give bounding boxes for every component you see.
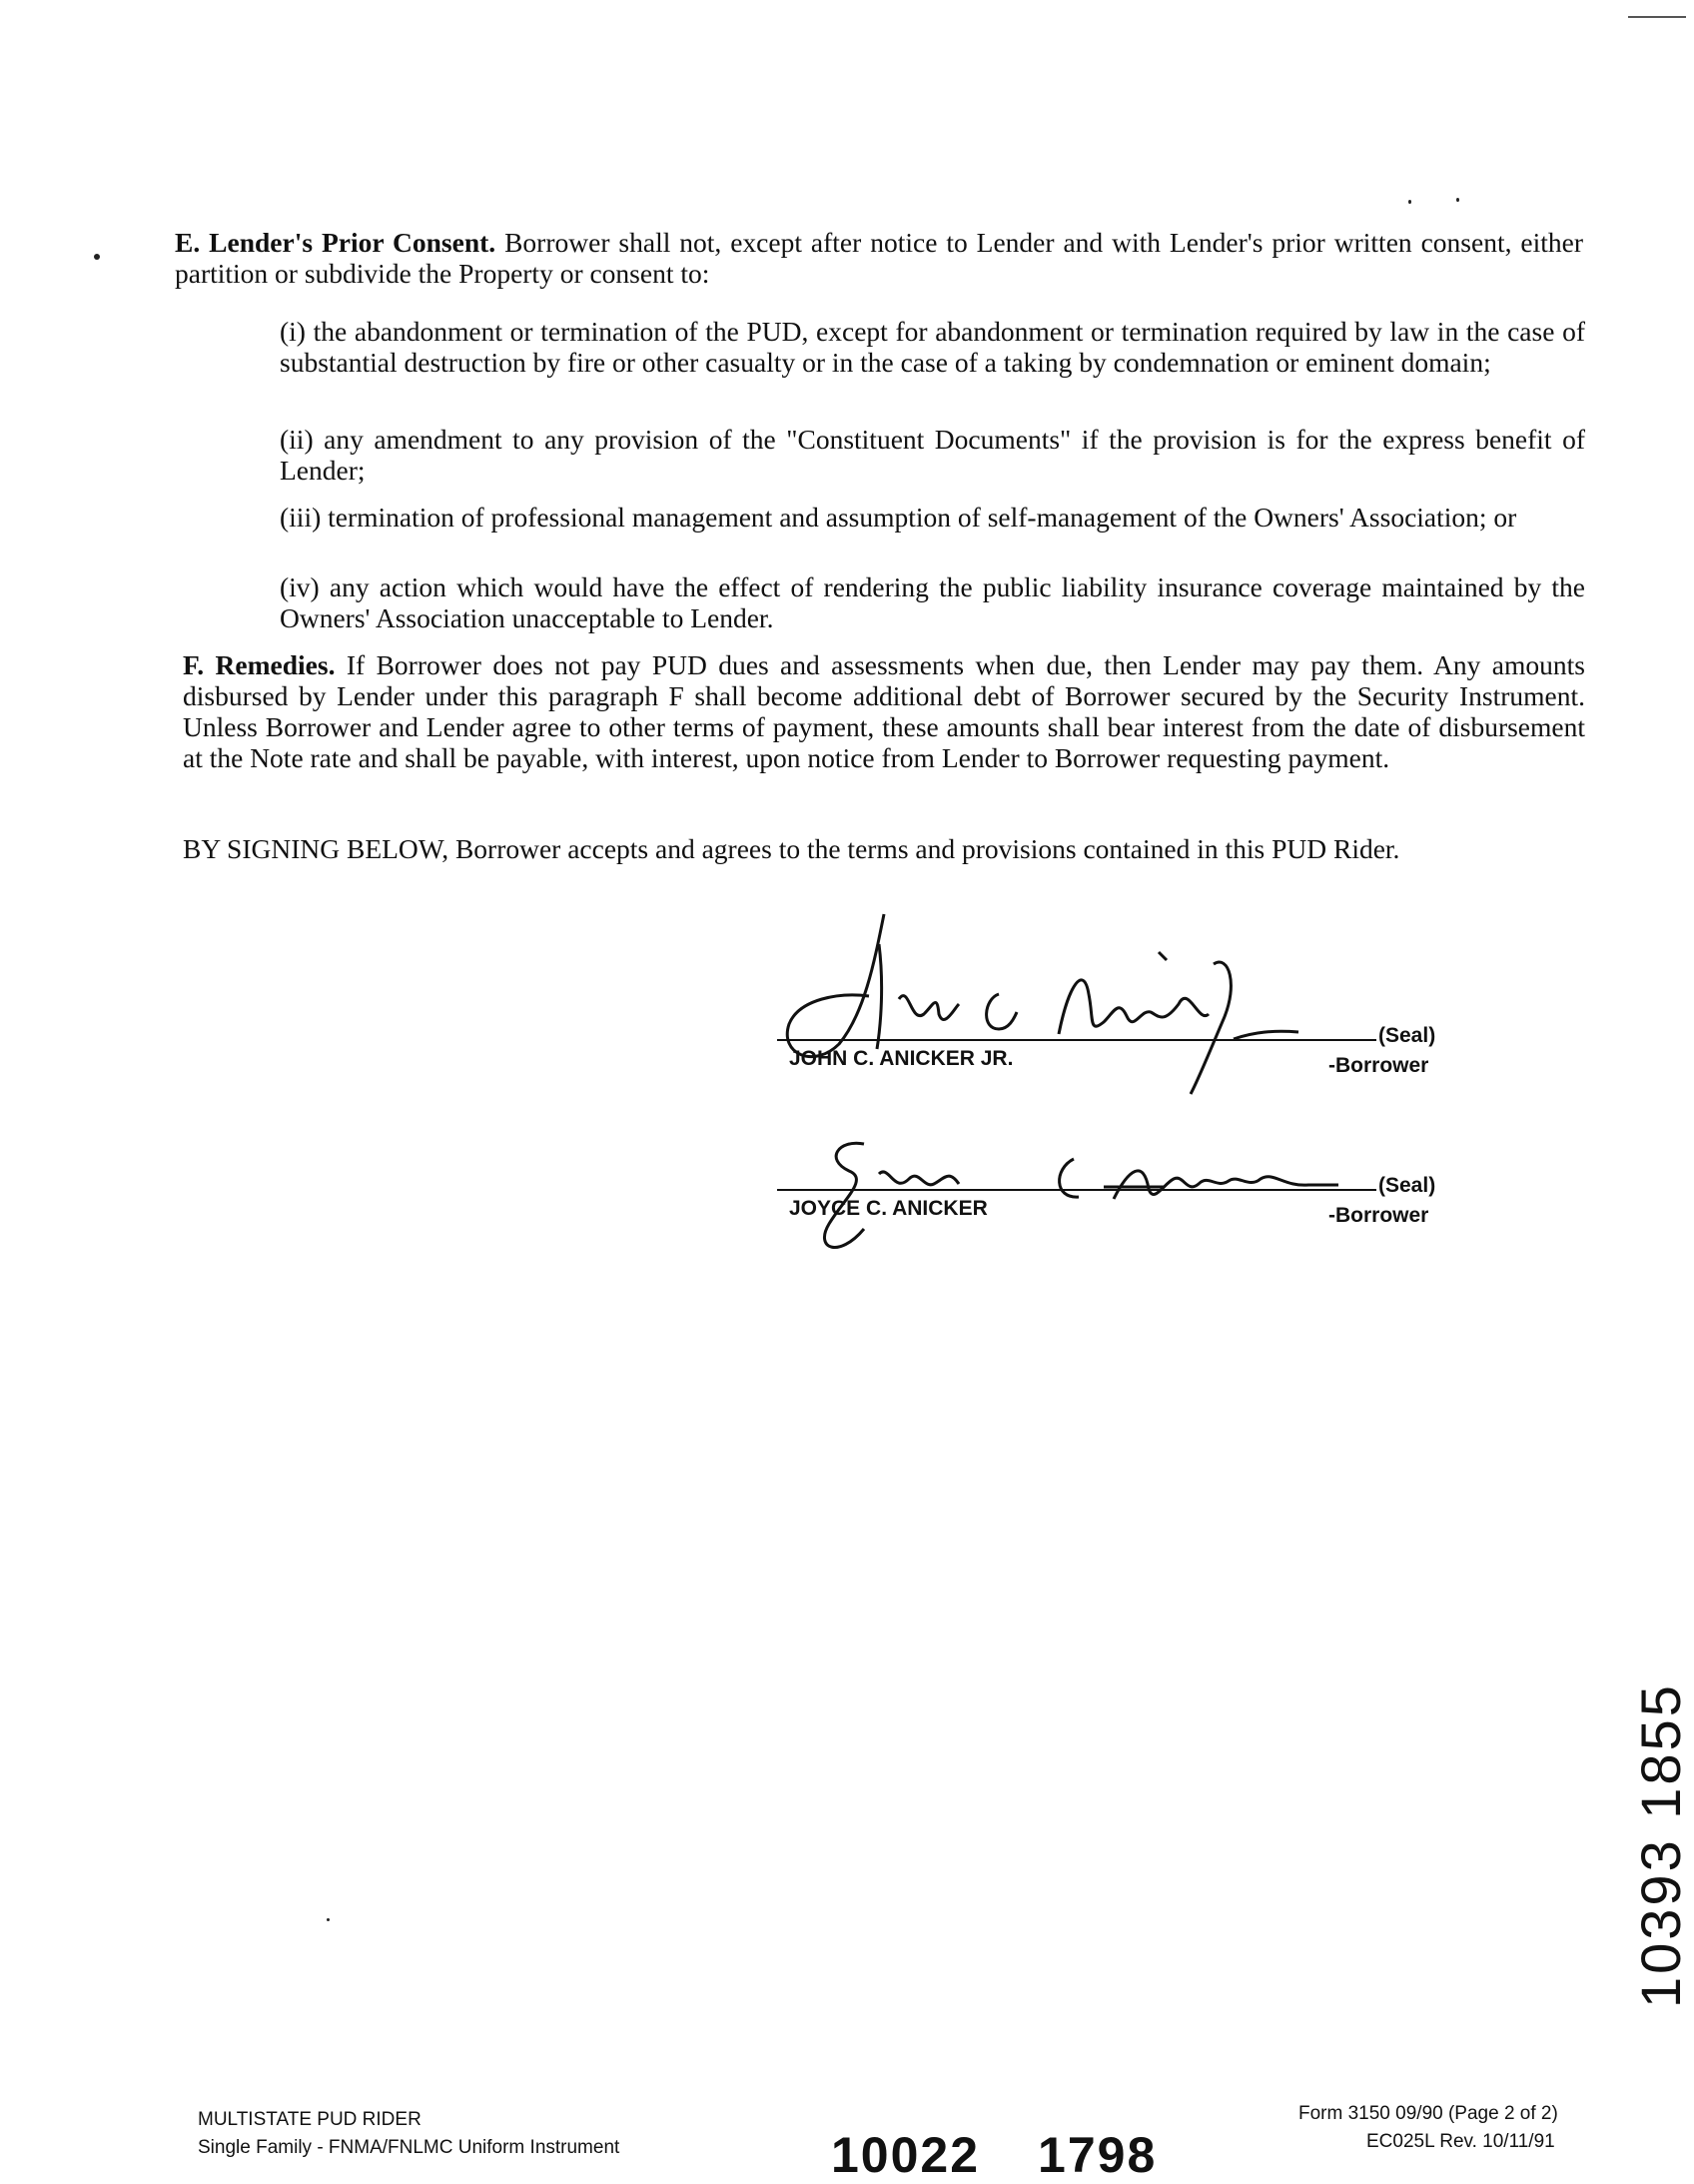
section-e-heading: E. Lender's Prior Consent. — [175, 227, 496, 258]
handwritten-signature-joyce — [769, 1129, 1348, 1259]
footer-recording-stamp — [831, 2126, 1157, 2184]
section-f-heading: F. Remedies. — [183, 649, 336, 680]
signer-name-1: JOHN C. ANICKER JR. — [789, 1047, 1014, 1070]
footer-left — [198, 2106, 619, 2162]
scan-speck — [1456, 198, 1459, 202]
footer-stamp-right: 1798 — [1038, 2127, 1158, 2183]
role-label-2: -Borrower — [1328, 1204, 1429, 1227]
scan-speck — [94, 254, 100, 260]
section-f — [183, 649, 1585, 773]
section-e-item-ii: (ii) any amendment to any provision of the "Constituent Documents" if the provision is for the express benefit of Lender; — [280, 424, 1585, 486]
role-label-1: -Borrower — [1328, 1054, 1429, 1077]
section-e — [175, 227, 1583, 289]
scan-mark — [1628, 16, 1686, 18]
form-number: Form 3150 09/90 (Page 2 of 2) — [1298, 2103, 1558, 2124]
form-subtitle: Single Family - FNMA/FNLMC Uniform Instrument — [198, 2137, 620, 2158]
section-e-item-iii: (iii) termination of professional management and assumption of self-management of the Owners' Association; or — [280, 502, 1517, 533]
seal-label-1: (Seal) — [1378, 1024, 1436, 1047]
recording-stamp-vertical: 10393 1855 — [1629, 1682, 1692, 2008]
footer-stamp-left: 10022 — [831, 2127, 981, 2183]
scan-speck — [1408, 200, 1411, 204]
footer-right — [1298, 2100, 1558, 2156]
section-e-body: Borrower shall not, except after notice to Lender and with Lender's prior written consent, either partition or subdivide the Property or consent to: — [175, 227, 1583, 289]
form-revision: EC025L Rev. 10/11/91 — [1366, 2131, 1555, 2152]
section-f-body: If Borrower does not pay PUD dues and assessments when due, then Lender may pay them. Any amounts disbursed by Lender under this paragraph F shall become additional debt of Borrower secured by the Security Instrument. Unless Borrower and Lender agree to other terms of payment, these amounts shall bear interest from the date of disbursement at the Note rate and shall be payable, with interest, upon notice from Lender to Borrower requesting payment. — [183, 649, 1585, 773]
section-e-item-iv: (iv) any action which would have the effect of rendering the public liability insurance coverage maintained by the Owners' Association unacceptable to Lender. — [280, 571, 1585, 633]
signing-statement: BY SIGNING BELOW, Borrower accepts and agrees to the terms and provisions contained in this PUD Rider. — [183, 833, 1400, 864]
scan-speck — [327, 1918, 330, 1921]
section-e-item-i: (i) the abandonment or termination of the PUD, except for abandonment or termination required by law in the case of substantial destruction by fire or other casualty or in the case of a taking by condemnation or eminent domain; — [280, 316, 1585, 378]
signer-name-2: JOYCE C. ANICKER — [789, 1197, 988, 1220]
seal-label-2: (Seal) — [1378, 1174, 1436, 1197]
form-title: MULTISTATE PUD RIDER — [198, 2109, 422, 2130]
